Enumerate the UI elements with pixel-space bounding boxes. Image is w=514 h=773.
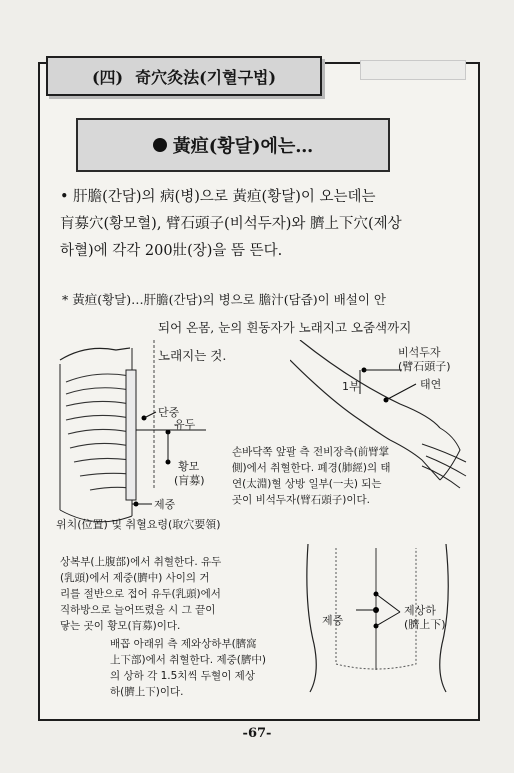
description-line: 연(太淵)혈 상방 일부(一夫) 되는: [232, 478, 382, 490]
description-line: (乳頭)에서 제중(臍中) 사이의 거: [60, 572, 210, 584]
label-hwangmo: 황모: [178, 460, 200, 473]
bullet-dot-icon: [153, 138, 167, 152]
note-line: 노래지는 것.: [158, 348, 227, 363]
abdomen-description: [110, 636, 266, 700]
description-line: 직하방으로 늘어뜨렸을 시 그 끝이: [60, 604, 216, 616]
description-line: 닿는 곳이 황모(肓募)이다.: [60, 620, 181, 632]
chest-figure: [56, 340, 236, 540]
note-line: * 黃疸(황달)…肝膽(간담)의 병으로 膽汁(담즙)이 배설이 안: [62, 292, 387, 307]
label-jesangha: 제상하: [404, 604, 436, 617]
label-biseokduja: 비석두자: [398, 346, 441, 359]
paragraph-line: 肓募穴(황모혈), 臂石頭子(비석두자)와 臍上下穴(제상: [60, 216, 402, 232]
label-jejung-abdomen: 제중: [322, 614, 344, 627]
label-danjung: 단중: [158, 406, 180, 419]
section-header: [46, 56, 322, 96]
description-line: 상복부(上腹部)에서 취혈한다. 유두: [60, 556, 222, 568]
description-line: 손바닥쪽 앞팔 측 전비장측(前臂掌: [232, 446, 390, 458]
label-hwangmo-hanja: (肓募): [174, 474, 205, 487]
label-one-bu: 1부: [342, 380, 360, 393]
label-jejung: 제중: [154, 498, 176, 511]
paragraph-line: 하혈)에 각각 200壯(장)을 뜸 뜬다.: [60, 243, 283, 259]
description-line: 하(臍上下)이다.: [110, 686, 184, 698]
label-biseokduja-hanja: (臂石頭子): [398, 360, 451, 373]
label-taeyeon: 태연: [420, 378, 442, 391]
chest-description: [60, 554, 221, 634]
paragraph-line: • 肝膽(간담)의 病(병)으로 黃疸(황달)이 오는데는: [60, 189, 376, 205]
label-yudu: 유두: [174, 418, 196, 431]
bleed-through-mark: [360, 60, 466, 80]
description-line: 곳이 비석두자(臂石頭子)이다.: [232, 494, 371, 506]
section-number: (四): [91, 67, 124, 87]
description-line: 리를 절반으로 접어 유두(乳頭)에서: [60, 588, 221, 600]
note-line: 되어 온몸, 눈의 흰동자가 노래지고 오줌색까지: [158, 320, 412, 335]
description-line: 의 상하 각 1.5치씩 두혈이 제상: [110, 670, 255, 682]
section-title: 奇穴灸法(기혈구법): [135, 67, 277, 87]
chest-figure-caption: 위치(位置) 및 취혈요령(取穴要領): [56, 518, 221, 531]
abdomen-figure: [296, 544, 466, 694]
topic-title-box: [76, 118, 390, 172]
main-paragraph: [60, 184, 470, 265]
forearm-description: [232, 444, 391, 508]
label-jesangha-hanja: (臍上下): [404, 618, 446, 631]
topic-title: 黃疸(황달)에는…: [172, 136, 314, 157]
description-line: 側)에서 취혈한다. 폐경(肺經)의 태: [232, 462, 391, 474]
description-line: 上下部)에서 취혈한다. 제중(臍中): [110, 654, 266, 666]
page-number: -67-: [242, 726, 272, 741]
description-line: 배꼽 아래위 측 제와상하부(臍窩: [110, 638, 257, 650]
